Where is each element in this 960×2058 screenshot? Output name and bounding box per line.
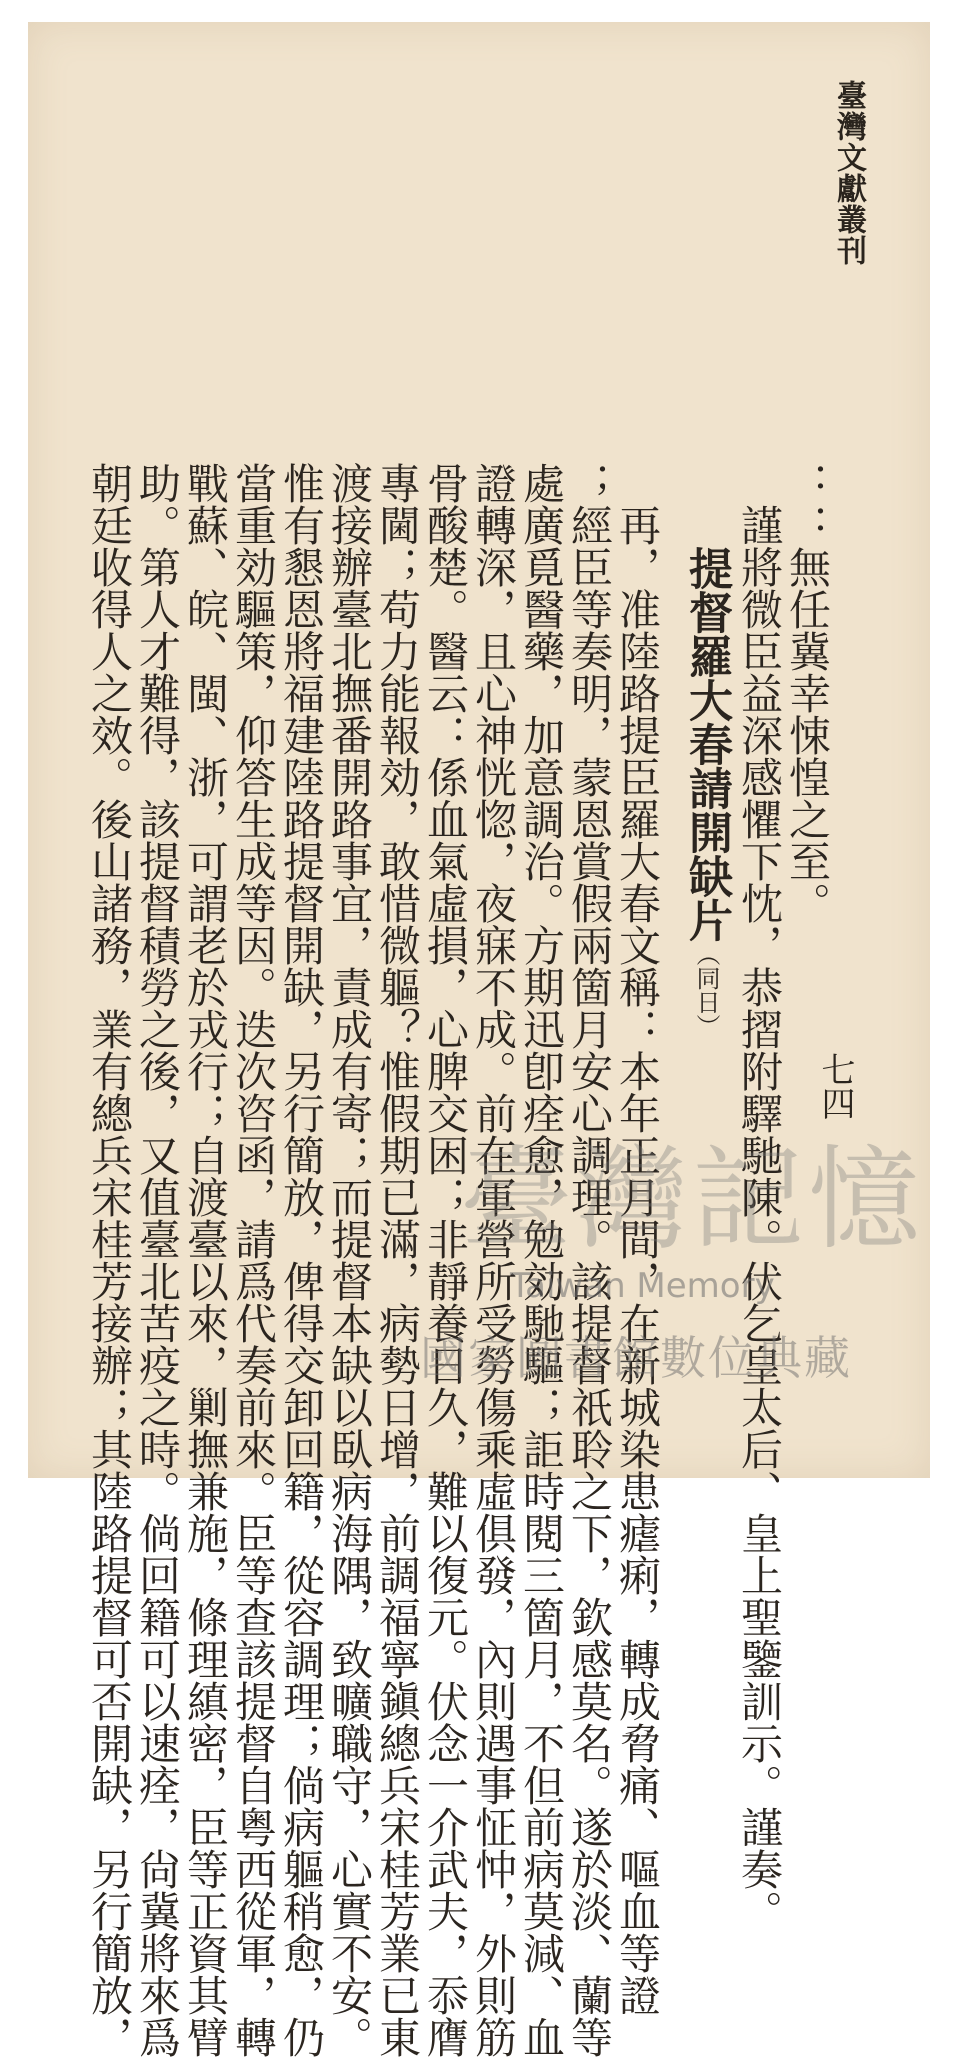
section-heading-date-note: （同日） [692, 942, 720, 1038]
text-column-12: 當重効驅策，仰答生成等因。迭次咨函，請爲代奏前來。臣等查該提督自粤西從軍，轉 [229, 462, 278, 2058]
text-column-7: 證轉深，且心神恍惚，夜寐不成。前在軍營所受勞傷乘虛俱發，內則遇事怔忡，外則筋 [469, 462, 518, 2058]
text-column-14: 助。第人才難得，該提督積勞之後，又值臺北苦疫之時。倘回籍可以速痊，尙冀將來爲 [133, 462, 182, 2058]
text-column-13: 戰蘇、皖、閩、浙，可謂老於戎行；自渡臺以來，剿撫兼施，條理縝密，臣等正資其臂 [181, 462, 230, 2058]
watermark-english-text: Taiwan Memory [510, 1266, 775, 1306]
text-column-5: ；經臣等奏明，蒙恩賞假兩箇月安心調理。該提督祇聆之下，欽感莫名。遂於淡、蘭等 [565, 462, 614, 2058]
watermark-cjk-text: 臺灣記憶 [460, 1135, 924, 1265]
text-column-2: 謹將微臣益深感懼下忱，恭摺附驛馳陳。伏乞皇太后、皇上聖鑒訓示。謹奏。 [735, 504, 784, 1932]
section-heading-title: 提督羅大春請開缺片 [681, 546, 732, 942]
running-header-title: 臺灣文獻叢刊 [831, 80, 866, 266]
text-column-11: 惟有懇恩將福建陸路提督開缺，另行簡放，俾得交卸回籍，從容調理；倘病軀稍愈，仍 [277, 462, 326, 2058]
section-heading [678, 462, 734, 1402]
watermark-subtitle: 國家圖書館數位典藏 [420, 1331, 852, 1385]
page-number: 七四 [815, 1052, 855, 1120]
text-column-1: ：：無任冀幸悚惶之至。 [783, 462, 832, 924]
text-column-9: 專閫；苟力能報効，敢惜微軀？惟假期已滿，病勢日增，前調福寧鎭總兵宋桂芳業已東 [373, 462, 422, 2058]
text-column-15: 朝廷收得人之效。後山諸務，業有總兵宋桂芳接辦；其陸路提督可否開缺，另行簡放， [85, 462, 134, 2058]
text-column-4: 再，准陸路提臣羅大春文稱：本年正月間，在新城染患瘧痢，轉成脅痛、嘔血等證 [613, 504, 662, 2016]
document-page [28, 22, 930, 2058]
vertical-body-text [84, 462, 832, 2058]
text-column-6: 處廣覓醫藥，加意調治。方期迅卽痊愈，勉効馳驅；詎時閱三箇月，不但前病莫減、血 [517, 462, 566, 2058]
text-column-10: 渡接辦臺北撫番開路事宜，責成有寄；而提督本缺以臥病海隅，致曠職守，心實不安。 [325, 462, 374, 2058]
text-column-8: 骨酸楚。醫云：係血氣虛損，心脾交困；非靜養日久，難以復元。伏念一介武夫，忝膺 [421, 462, 470, 2058]
